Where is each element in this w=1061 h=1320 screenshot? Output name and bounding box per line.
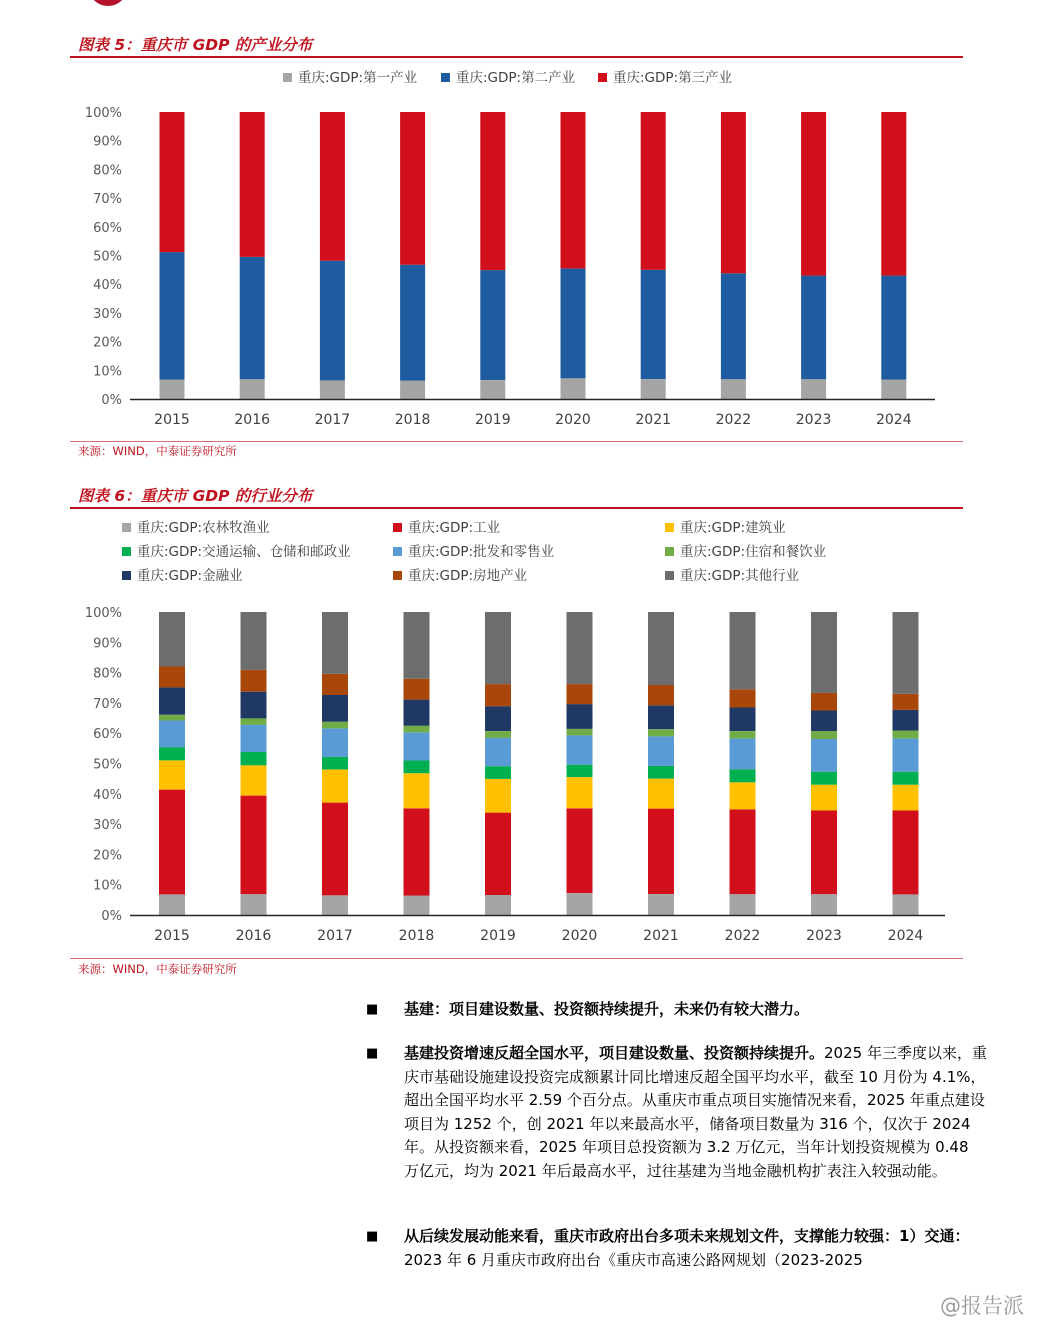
- legend-swatch: [393, 523, 402, 532]
- bar-segment: [648, 766, 674, 779]
- x-tick-label: 2024: [875, 412, 912, 428]
- x-tick-label: 2018: [398, 928, 435, 944]
- bar-segment: [159, 715, 185, 721]
- bar-segment: [730, 612, 756, 689]
- bar-segment: [485, 738, 511, 767]
- bar-segment: [567, 893, 593, 915]
- legend-swatch: [393, 571, 402, 580]
- bar-segment: [881, 276, 906, 380]
- bar-segment: [241, 725, 267, 752]
- bar-segment: [730, 689, 756, 707]
- bar-segment: [159, 790, 185, 895]
- bar-segment: [648, 894, 674, 915]
- bar-segment: [811, 739, 837, 772]
- bar-segment: [561, 112, 586, 268]
- legend-swatch: [122, 547, 131, 556]
- legend-swatch: [665, 523, 674, 532]
- bar-segment: [648, 705, 674, 729]
- y-tick-label: 40%: [93, 787, 122, 803]
- y-tick-label: 60%: [93, 220, 122, 236]
- x-tick-label: 2015: [154, 928, 190, 944]
- x-tick-label: 2016: [234, 412, 271, 428]
- legend-swatch: [122, 523, 131, 532]
- bar-segment: [322, 803, 348, 896]
- bar-segment: [641, 112, 666, 270]
- bar-segment: [159, 667, 185, 688]
- bar-segment: [893, 710, 919, 731]
- bar-segment: [641, 270, 666, 379]
- bar-segment: [322, 695, 348, 722]
- bar-segment: [881, 112, 906, 276]
- x-tick-label: 2020: [561, 928, 598, 944]
- legend-label: 重庆:GDP:农林牧渔业: [137, 520, 270, 536]
- bar-segment: [404, 808, 430, 895]
- bullet-square-icon: ■: [366, 1229, 379, 1244]
- figure-5-bottom-rule: [70, 441, 963, 442]
- bar-segment: [404, 732, 430, 760]
- bar-segment: [320, 261, 345, 381]
- bar-segment: [648, 685, 674, 705]
- bar-segment: [730, 731, 756, 738]
- bar-segment: [485, 612, 511, 684]
- bar-segment: [721, 273, 746, 379]
- figure-5-top-rule: [70, 56, 963, 58]
- bar-segment: [893, 811, 919, 895]
- x-tick-label: 2018: [394, 412, 431, 428]
- bar-segment: [241, 692, 267, 719]
- bar-segment: [159, 612, 185, 667]
- bar-segment: [893, 738, 919, 771]
- bar-segment: [480, 112, 505, 270]
- bar-segment: [160, 112, 185, 252]
- bar-segment: [485, 779, 511, 813]
- bar-segment: [567, 808, 593, 893]
- bar-segment: [485, 706, 511, 731]
- bar-segment: [241, 670, 267, 692]
- bar-segment: [404, 700, 430, 726]
- bar-segment: [159, 761, 185, 790]
- legend-swatch: [283, 73, 292, 82]
- bar-segment: [480, 270, 505, 380]
- bar-segment: [400, 112, 425, 265]
- y-tick-label: 20%: [93, 848, 122, 864]
- bar-segment: [811, 894, 837, 915]
- bullet-square-icon: ■: [366, 1046, 379, 1061]
- bar-segment: [480, 380, 505, 399]
- bar-segment: [721, 112, 746, 273]
- bar-segment: [322, 728, 348, 757]
- bar-segment: [730, 738, 756, 769]
- bar-segment: [561, 378, 586, 399]
- bar-segment: [240, 112, 265, 257]
- bar-segment: [730, 769, 756, 782]
- bar-segment: [240, 379, 265, 399]
- bar-segment: [240, 257, 265, 379]
- y-tick-label: 90%: [93, 134, 122, 150]
- legend-swatch: [598, 73, 607, 82]
- figure-6-chart: [0, 510, 1061, 958]
- watermark: @报告派: [940, 1294, 1024, 1318]
- legend-label: 重庆:GDP:其他行业: [680, 568, 800, 584]
- x-tick-label: 2022: [715, 412, 752, 428]
- figure-5-chart: [0, 60, 1061, 440]
- x-tick-label: 2019: [480, 928, 516, 944]
- y-tick-label: 0%: [101, 909, 122, 924]
- legend-label: 重庆:GDP:第一产业: [298, 70, 418, 86]
- bar-segment: [801, 276, 826, 380]
- y-tick-label: 50%: [93, 249, 122, 265]
- x-tick-label: 2017: [314, 412, 351, 428]
- legend-label: 重庆:GDP:工业: [408, 520, 501, 536]
- x-tick-label: 2023: [806, 928, 842, 944]
- bullet-body: 2025 年三季度以来，重庆市基础设施建设投资完成额累计同比增速反超全国平均水平，截至 10 月份为 4.1%，超出全国平均水平 2.59 个百分点。从重庆市重点项目实施情况来看，2025 年重点建设项目为 1252 个，创 2021 年以来最高水平，储备项目数量为 316 个，仅次于 2024 年。从投资额来看，2025 年项目总投资额为 3.2 万亿元，当年计划投资规模为 0.48 万亿元，均为 2021 年后最高水平，过往基建为当地金融机构扩表注入较强动能。: [404, 1044, 987, 1180]
- bar-segment: [400, 265, 425, 381]
- y-tick-label: 10%: [93, 878, 122, 894]
- bar-segment: [730, 707, 756, 731]
- brand-logo: [88, 0, 128, 6]
- legend-swatch: [393, 547, 402, 556]
- bar-segment: [730, 782, 756, 809]
- y-tick-label: 30%: [93, 818, 122, 834]
- bar-segment: [801, 112, 826, 276]
- bar-segment: [561, 268, 586, 378]
- bar-segment: [159, 747, 185, 760]
- y-tick-label: 50%: [93, 757, 122, 773]
- bar-segment: [648, 809, 674, 894]
- y-tick-label: 20%: [93, 335, 122, 351]
- legend-label: 重庆:GDP:交通运输、仓储和邮政业: [137, 544, 351, 560]
- bar-segment: [811, 731, 837, 739]
- x-tick-label: 2023: [795, 412, 832, 428]
- bar-segment: [721, 379, 746, 399]
- y-tick-label: 0%: [101, 393, 122, 408]
- bar-segment: [322, 674, 348, 695]
- bar-segment: [811, 785, 837, 811]
- legend-swatch: [665, 547, 674, 556]
- bar-segment: [322, 612, 348, 674]
- y-tick-label: 80%: [93, 666, 122, 682]
- bar-segment: [567, 735, 593, 764]
- x-tick-label: 2022: [724, 928, 761, 944]
- bar-segment: [648, 612, 674, 685]
- bar-segment: [893, 772, 919, 785]
- bar-segment: [567, 612, 593, 684]
- bar-segment: [893, 894, 919, 915]
- bar-segment: [567, 704, 593, 729]
- bar-segment: [811, 711, 837, 732]
- bar-segment: [893, 731, 919, 739]
- bar-segment: [811, 811, 837, 895]
- y-tick-label: 80%: [93, 163, 122, 179]
- legend-label: 重庆:GDP:房地产业: [408, 568, 528, 584]
- y-tick-label: 100%: [84, 606, 122, 621]
- bullet-square-icon: ■: [366, 1002, 379, 1017]
- bar-segment: [567, 684, 593, 704]
- bar-segment: [404, 679, 430, 700]
- figure-5-title: 图表 5：重庆市 GDP 的产业分布: [78, 36, 313, 54]
- bar-segment: [404, 761, 430, 774]
- bullet-lead: 基建投资增速反超全国水平，项目建设数量、投资额持续提升。: [404, 1044, 825, 1062]
- x-tick-label: 2024: [887, 928, 924, 944]
- bar-segment: [160, 252, 185, 379]
- y-tick-label: 40%: [93, 278, 122, 294]
- bar-segment: [730, 809, 756, 894]
- bar-segment: [320, 380, 345, 399]
- bar-segment: [241, 718, 267, 724]
- bar-segment: [404, 896, 430, 915]
- bar-segment: [648, 729, 674, 736]
- bar-segment: [241, 612, 267, 670]
- figure-6-title: 图表 6：重庆市 GDP 的行业分布: [78, 487, 313, 505]
- legend-swatch: [441, 73, 450, 82]
- legend-label: 重庆:GDP:第三产业: [613, 70, 733, 86]
- y-tick-label: 90%: [93, 636, 122, 652]
- figure-6-top-rule: [70, 507, 963, 509]
- bar-segment: [648, 736, 674, 766]
- bar-segment: [159, 894, 185, 915]
- bar-segment: [567, 777, 593, 808]
- bar-segment: [811, 612, 837, 693]
- bar-segment: [567, 729, 593, 735]
- bar-segment: [811, 693, 837, 711]
- x-tick-label: 2015: [154, 412, 190, 428]
- legend-label: 重庆:GDP:建筑业: [680, 520, 786, 536]
- bar-segment: [159, 721, 185, 748]
- figure-6-source: 来源：WIND，中泰证券研究所: [78, 962, 237, 976]
- bar-segment: [730, 894, 756, 915]
- bullet-lead: 基建：项目建设数量、投资额持续提升，未来仍有较大潜力。: [404, 1000, 810, 1018]
- bullet-body: 2023 年 6 月重庆市政府出台《重庆市高速公路网规划（2023-2025: [404, 1250, 863, 1269]
- y-tick-label: 100%: [84, 106, 122, 121]
- bar-segment: [893, 694, 919, 710]
- bar-segment: [485, 684, 511, 706]
- figure-6-bottom-rule: [70, 958, 963, 959]
- bar-segment: [404, 726, 430, 733]
- legend-label: 重庆:GDP:金融业: [137, 568, 243, 584]
- bar-segment: [241, 894, 267, 915]
- bar-segment: [881, 380, 906, 400]
- bar-segment: [648, 779, 674, 809]
- y-tick-label: 30%: [93, 306, 122, 322]
- bar-segment: [485, 895, 511, 915]
- bar-segment: [322, 722, 348, 729]
- bar-segment: [322, 770, 348, 803]
- bar-segment: [322, 895, 348, 915]
- x-tick-label: 2019: [474, 412, 511, 428]
- bar-segment: [801, 379, 826, 399]
- legend-label: 重庆:GDP:第二产业: [456, 70, 576, 86]
- bar-segment: [400, 381, 425, 399]
- bar-segment: [893, 785, 919, 811]
- y-tick-label: 70%: [93, 192, 122, 208]
- bar-segment: [159, 687, 185, 714]
- x-tick-label: 2021: [643, 928, 679, 944]
- x-tick-label: 2021: [635, 412, 672, 428]
- y-tick-label: 60%: [93, 727, 122, 743]
- bar-segment: [404, 612, 430, 679]
- bar-segment: [404, 773, 430, 808]
- bar-segment: [160, 380, 185, 400]
- bar-segment: [893, 612, 919, 694]
- bar-segment: [320, 112, 345, 261]
- bar-segment: [567, 765, 593, 777]
- bullet-lead: 从后续发展动能来看，重庆市政府出台多项未来规划文件，支撑能力较强：1）交通：: [404, 1227, 970, 1245]
- legend-swatch: [665, 571, 674, 580]
- legend-label: 重庆:GDP:住宿和餐饮业: [680, 544, 827, 560]
- bar-segment: [641, 379, 666, 399]
- bar-segment: [811, 772, 837, 785]
- x-tick-label: 2016: [235, 928, 272, 944]
- bar-segment: [485, 766, 511, 779]
- legend-label: 重庆:GDP:批发和零售业: [408, 544, 555, 560]
- x-tick-label: 2017: [317, 928, 353, 944]
- legend-swatch: [122, 571, 131, 580]
- bar-segment: [241, 796, 267, 895]
- bar-segment: [485, 731, 511, 738]
- bar-segment: [241, 752, 267, 765]
- y-tick-label: 10%: [93, 364, 122, 380]
- bar-segment: [485, 813, 511, 895]
- figure-5-source: 来源：WIND，中泰证券研究所: [78, 444, 237, 458]
- y-tick-label: 70%: [93, 696, 122, 712]
- bar-segment: [241, 765, 267, 795]
- x-tick-label: 2020: [555, 412, 591, 428]
- bar-segment: [322, 757, 348, 770]
